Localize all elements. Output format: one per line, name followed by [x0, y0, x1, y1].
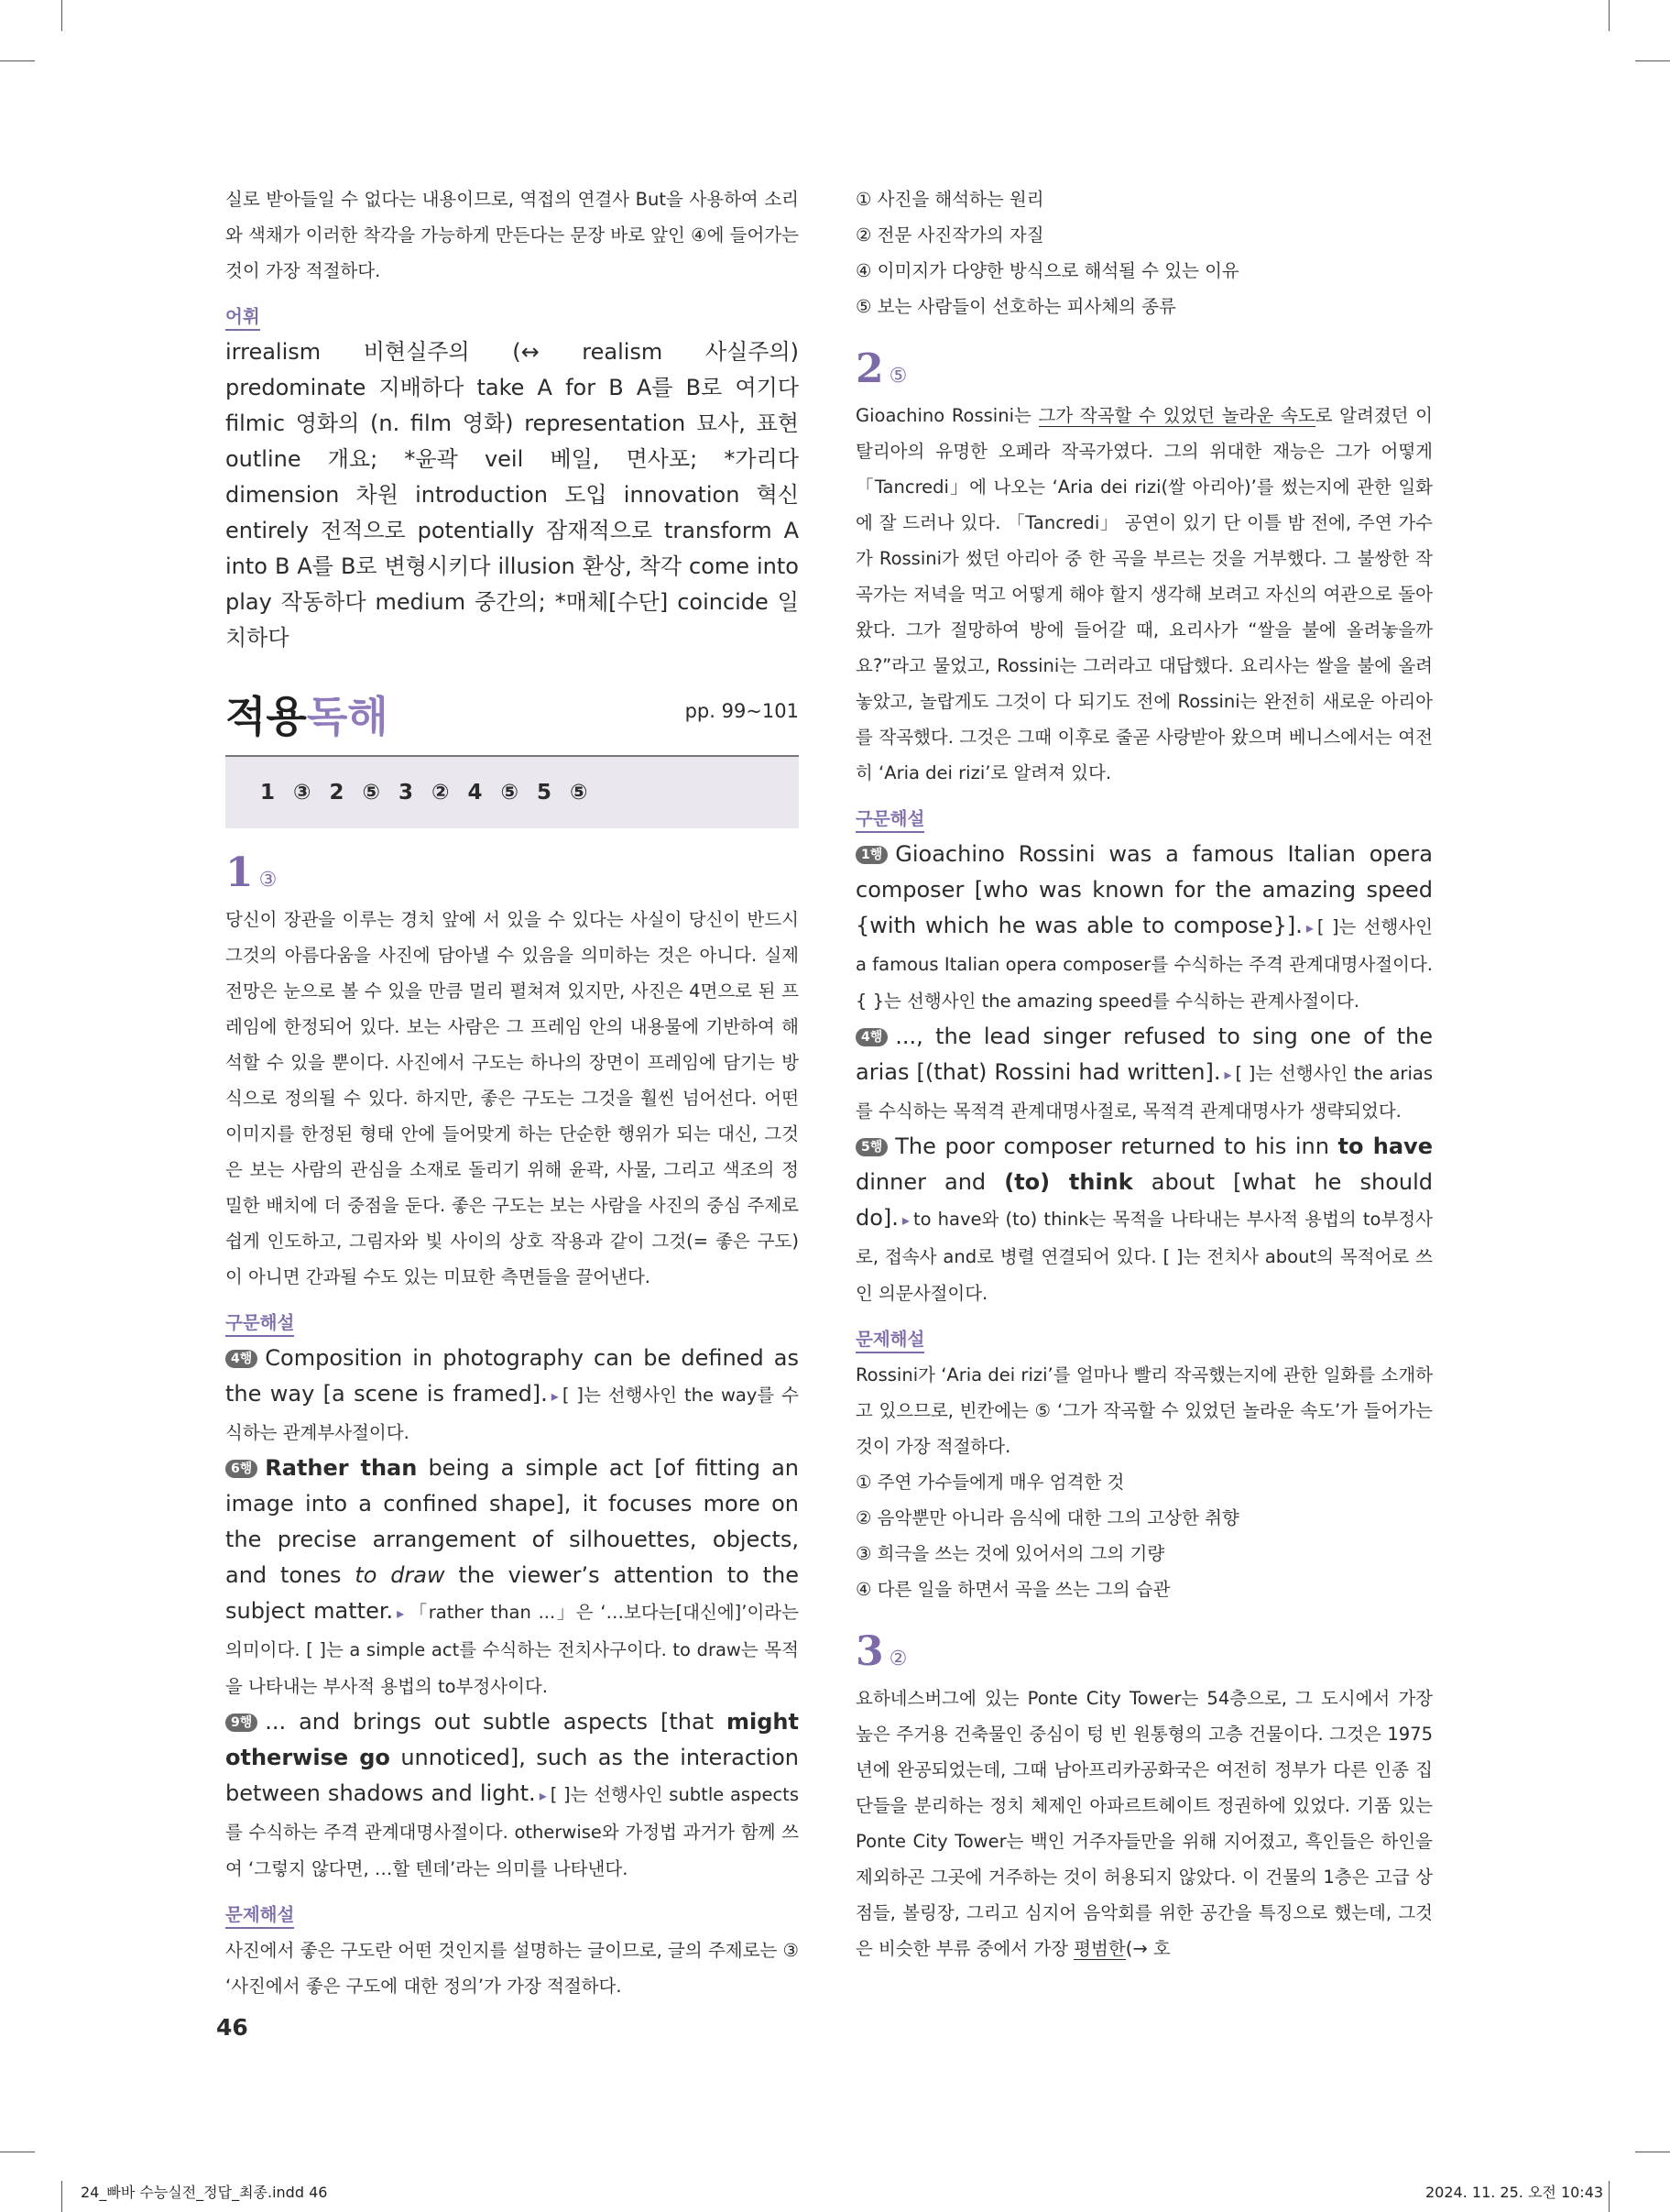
arrow-icon: ▸ [1305, 919, 1314, 936]
question-answer: ⑤ [889, 365, 908, 388]
question-3-header [856, 1627, 1433, 1677]
option-item: ⑤ 보는 사람들이 선호하는 피사체의 종류 [856, 296, 1176, 317]
question-number: 1 [225, 849, 254, 896]
question-2-header [856, 345, 1433, 394]
page-number: 46 [216, 2014, 248, 2041]
footer-filename: 24_빠바 수능실전_정답_최종.indd 46 [81, 2184, 328, 2201]
grammar-note: 4행 Composition in photography can be defined as the way [a scene is framed]. ▸ [ ]는 선행사인 the way를 수식하는 관계부사절이다. [225, 1345, 799, 1443]
section-title-accent: 독해 [306, 692, 388, 741]
q3-translation: 요하네스버그에 있는 Ponte City Tower는 54층으로, 그 도시에서 가장 높은 주거용 건축물인 중심이 텅 빈 원통형의 고층 건물이다. 그것은 1975년에 완공되었는데, 그때 남아프리카공화국은 여전히 정부가 다른 인종 집단들을 분리하는 정치 체제인 아파르트헤이트 정권하에 있었다. 기품 있는 Ponte City Tower는 백인 거주자들만을 위해 지어졌고, 흑인들은 하인을 제외하곤 그곳에 거주하는 것이 허용되지 않았다. 이 건물의 1층은 고급 상점들, 볼링장, 그리고 심지어 음악회를 위한 공간을 특징으로 했는데, 그것은 비슷한 부류 중에서 가장 평범한(→ 호 [856, 1688, 1433, 1959]
crop-mark [61, 2181, 62, 2212]
right-column [856, 181, 1433, 1966]
option-item: ③ 희극을 쓰는 것에 있어서의 그의 기량 [856, 1543, 1165, 1564]
line-badge: 9행 [225, 1714, 257, 1732]
line-badge: 6행 [225, 1460, 257, 1478]
line-badge: 1행 [856, 846, 888, 864]
footer-timestamp: 2024. 11. 25. 오전 10:43 [1425, 2184, 1604, 2201]
explanation-label: 문제해설 [856, 1328, 924, 1353]
explanation-label: 문제해설 [225, 1903, 294, 1929]
arrow-icon: ▸ [901, 1211, 910, 1229]
option-item: ① 사진을 해석하는 원리 [856, 189, 1044, 210]
question-answer: ② [889, 1648, 908, 1670]
q2-explanation: Rossini가 ‘Aria dei rizi’를 얼마나 빨리 작곡했는지에 관한 일화를 소개하고 있으므로, 빈칸에는 ⑤ ‘그가 작곡할 수 있었던 놀라운 속도’가 들어가는 것이 가장 적절하다. [856, 1364, 1433, 1457]
line-badge: 5행 [856, 1138, 888, 1156]
question-answer: ③ [258, 869, 278, 892]
answer-key-bar: 1 ③ 2 ⑤ 3 ② 4 ⑤ 5 ⑤ [225, 755, 799, 828]
grammar-note: 6행 Rather than being a simple act [of fitting an image into a confined shape], it focuses more on the precise arrangement of silhouettes, objects, and tones to draw the viewer’s attention to the subject matter. ▸ 「rather than ...」은 ‘…보다는[대신에]’이라는 의미이다. [ ]는 a simple act를 수식하는 전치사구이다. to draw는 목적을 나타내는 부사적 용법의 to부정사이다. [225, 1455, 800, 1697]
section-title-main: 적용 [225, 692, 307, 741]
crop-mark [1609, 2181, 1610, 2212]
vocab-list: irrealism 비현실주의 (↔ realism 사실주의) predominate 지배하다 take A for B A를 B로 여기다 filmic 영화의 (n. film 영화) representation 묘사, 표현 outline 개요; *윤곽 veil 베일, 면사포; *가리다 dimension 차원 introduction 도입 innovation 혁신 entirely 전적으로 potentially 잠재적으로 transform A into B A를 B로 변형시키다 illusion 환상, 착각 come into play 작동하다 medium 중간의; *매체[수단] coincide 일치하다 [225, 339, 799, 651]
crop-mark [1609, 0, 1610, 31]
section-title [225, 684, 799, 750]
q2-translation: Gioachino Rossini는 그가 작곡할 수 있었던 놀라운 속도로 알려졌던 이탈리아의 유명한 오페라 작곡가였다. 그의 위대한 재능은 그가 어떻게 「Tancredi」에 나오는 ‘Aria dei rizi(쌀 아리아)’를 썼는지에 관한 일화에 잘 드러나 있다. 「Tancredi」 공연이 있기 단 이틀 밤 전에, 주연 가수가 Rossini가 썼던 아리아 중 한 곡을 부르는 것을 거부했다. 그 불쌍한 작곡가는 저녁을 먹고 어떻게 해야 할지 생각해 보려고 자신의 여관으로 돌아왔다. 그가 절망하여 방에 들어갈 때, 요리사가 “쌀을 불에 올려놓을까요?”라고 물었고, Rossini는 그러라고 대답했다. 요리사는 쌀을 불에 올려놓았고, 놀랍게도 그것이 다 되기도 전에 Rossini는 완전히 새로운 아리아를 작곡했다. 그것은 그때 이후로 줄곧 사랑받아 왔으며 베니스에서는 여전히 ‘Aria dei rizi’로 알려져 있다. [856, 405, 1434, 783]
grammar-note: 5행 The poor composer returned to his inn to have dinner and (to) think about [what he should do]. ▸ to have와 (to) think는 목적을 나타내는 부사적 용법의 to부정사로, 접속사 and로 병렬 연결되어 있다. [ ]는 전치사 about의 목적어로 쓰인 의문사절이다. [856, 1133, 1433, 1304]
option-item: ① 주연 가수들에게 매우 엄격한 것 [856, 1472, 1125, 1493]
grammar-note: 1행 Gioachino Rossini was a famous Italian opera composer [who was known for the amazing speed {with which he was able to compose}]. ▸ [ ]는 선행사인 a famous Italian opera composer를 수식하는 주격 관계대명사절이다. { }는 선행사인 the amazing speed를 수식하는 관계사절이다. [856, 841, 1433, 1012]
line-badge: 4행 [225, 1350, 257, 1368]
crop-mark [61, 0, 62, 31]
option-item: ② 음악뿐만 아니라 음식에 대한 그의 고상한 취향 [856, 1507, 1239, 1528]
arrow-icon: ▸ [551, 1387, 559, 1405]
vocab-label: 어휘 [225, 305, 260, 331]
line-badge: 4행 [856, 1028, 888, 1046]
arrow-icon: ▸ [539, 1787, 547, 1804]
q1-explanation: 사진에서 좋은 구도란 어떤 것인지를 설명하는 글이므로, 글의 주제로는 ③ ‘사진에서 좋은 구도에 대한 정의’가 가장 적절하다. [225, 1940, 799, 1997]
grammar-note: 9행 ... and brings out subtle aspects [that might otherwise go unnoticed], such as the interaction between shadows and light. ▸ [ ]는 선행사인 subtle aspects를 수식하는 주격 관계대명사절이다. otherwise와 가정법 과거가 함께 쓰여 ‘그렇지 않다면, …할 텐데’라는 의미를 나타낸다. [225, 1709, 799, 1879]
option-item: ④ 다른 일을 하면서 곡을 쓰는 그의 습관 [856, 1579, 1171, 1600]
option-item: ② 전문 사진작가의 자질 [856, 224, 1044, 246]
option-item: ④ 이미지가 다양한 방식으로 해석될 수 있는 이유 [856, 260, 1239, 281]
question-1-header [225, 849, 799, 898]
intro-paragraph: 실로 받아들일 수 없다는 내용이므로, 역접의 연결사 But을 사용하여 소리와 색채가 이러한 착각을 가능하게 만든다는 문장 바로 앞인 ④에 들어가는 것이 가장 적절하다. [225, 189, 799, 281]
left-column [225, 181, 799, 2004]
crop-mark [1635, 60, 1670, 61]
page-range: pp. 99~101 [684, 700, 799, 722]
grammar-note: 4행 ..., the lead singer refused to sing one of the arias [(that) Rossini had written]. ▸ [ ]는 선행사인 the arias를 수식하는 목적격 관계대명사절로, 목적격 관계대명사가 생략되었다. [856, 1024, 1433, 1122]
q1-translation: 당신이 장관을 이루는 경치 앞에 서 있을 수 있다는 사실이 당신이 반드시 그것의 아름다움을 사진에 담아낼 수 있음을 의미하는 것은 아니다. 실제 전망은 눈으로 볼 수 있을 만큼 멀리 펼쳐져 있지만, 사진은 4면으로 된 프레임에 한정되어 있다. 보는 사람은 그 프레임 안의 내용물에 기반하여 해석할 수 있을 뿐이다. 사진에서 구도는 하나의 장면이 프레임에 담기는 방식으로 정의될 수 있다. 하지만, 좋은 구도는 그것을 훨씬 넘어선다. 어떤 이미지를 한정된 형태 안에 들어맞게 하는 단순한 행위가 되는 대신, 그것은 보는 사람의 관심을 소재로 돌리기 위해 윤곽, 사물, 그리고 색조의 정밀한 배치에 더 중점을 둔다. 좋은 구도는 보는 사람을 사진의 중심 주제로 쉽게 인도하고, 그림자와 빛 사이의 상호 작용과 같이 그것(= 좋은 구도)이 아니면 간과될 수도 있는 미묘한 측면들을 끌어낸다. [225, 909, 799, 1287]
question-number: 2 [856, 345, 884, 392]
question-number: 3 [856, 1628, 884, 1675]
arrow-icon: ▸ [397, 1604, 405, 1622]
arrow-icon: ▸ [1224, 1066, 1232, 1083]
crop-mark [0, 60, 35, 61]
grammar-label: 구문해설 [856, 807, 924, 833]
grammar-label: 구문해설 [225, 1311, 294, 1337]
